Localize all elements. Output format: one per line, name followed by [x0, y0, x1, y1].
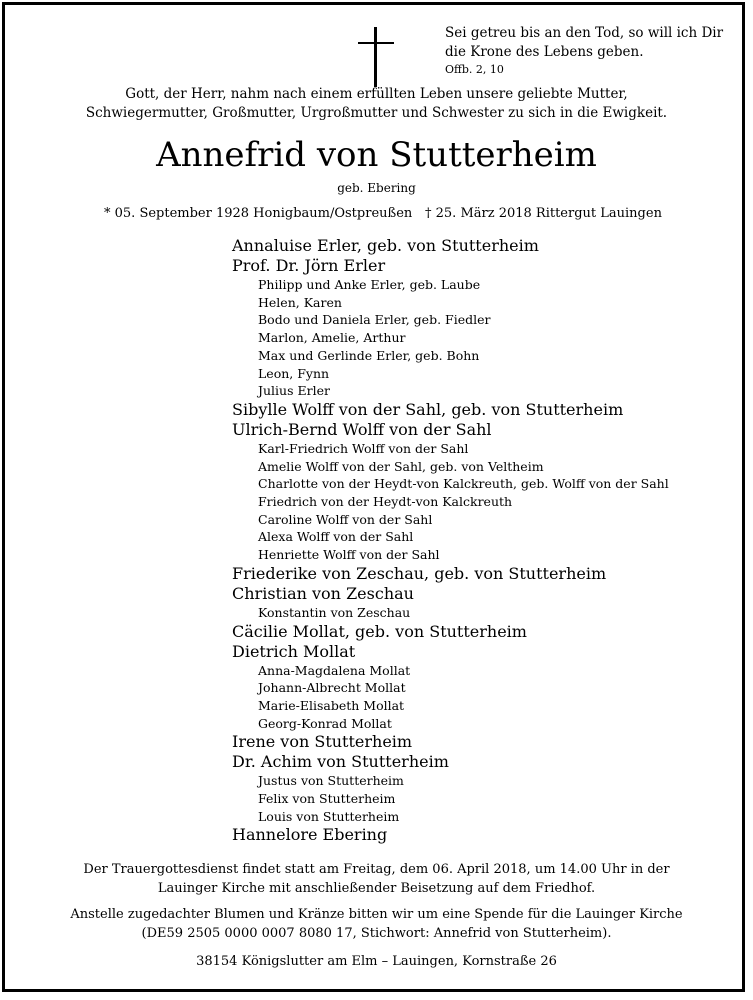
- intro-line: Gott, der Herr, nahm nach einem erfüllten Leben unsere geliebte Mutter,: [125, 86, 628, 102]
- family-member-child: Louis von Stutterheim: [258, 808, 400, 824]
- donation-info: [0, 905, 753, 943]
- donation-line: (DE59 2505 0000 0007 8080 17, Stichwort: Annefrid von Stutterheim).: [141, 926, 612, 941]
- family-member-child: Justus von Stutterheim: [258, 773, 404, 789]
- deceased-name: Annefrid von Stutterheim: [156, 135, 597, 175]
- family-member: Dr. Achim von Stutterheim: [232, 752, 449, 772]
- address: 38154 Königslutter am Elm – Lauingen, Kornstraße 26: [196, 954, 557, 969]
- bible-quote: [445, 24, 723, 78]
- family-member-child: Max und Gerlinde Erler, geb. Bohn: [258, 347, 480, 363]
- family-member: Friederike von Zeschau, geb. von Stutterheim: [232, 563, 607, 583]
- family-member: Cäcilie Mollat, geb. von Stutterheim: [232, 621, 527, 641]
- family-member-child: Philipp und Anke Erler, geb. Laube: [258, 277, 481, 292]
- maiden-name: geb. Ebering: [337, 181, 416, 195]
- family-member-child: Julius Erler: [258, 383, 330, 399]
- intro-line: Schwiegermutter, Großmutter, Urgroßmutter und Schwester zu sich in die Ewigkeit.: [85, 105, 668, 121]
- family-member: Sibylle Wolff von der Sahl, geb. von Stutterheim: [232, 399, 624, 419]
- quote-line: Sei getreu bis an den Tod, so will ich Dir: [445, 25, 724, 41]
- family-member: Dietrich Mollat: [232, 641, 356, 661]
- family-member-child: Charlotte von der Heydt-von Kalckreuth, geb. Wolff von der Sahl: [258, 476, 669, 492]
- family-member-child: Caroline Wolff von der Sahl: [258, 511, 433, 527]
- death-date: † 25. März 2018 Rittergut Lauingen: [425, 206, 662, 221]
- family-member: Christian von Zeschau: [232, 583, 414, 603]
- family-member-child: Karl-Friedrich Wolff von der Sahl: [258, 440, 469, 456]
- family-member: Ulrich-Bernd Wolff von der Sahl: [232, 419, 492, 439]
- family-member-child: Henriette Wolff von der Sahl: [258, 547, 440, 563]
- service-info: [0, 860, 753, 898]
- family-member-child: Georg-Konrad Mollat: [258, 715, 392, 731]
- family-member: Hannelore Ebering: [232, 825, 388, 845]
- family-member-child: Johann-Albrecht Mollat: [258, 680, 406, 696]
- family-member: Irene von Stutterheim: [232, 732, 413, 752]
- family-member-child: Helen, Karen: [258, 294, 342, 310]
- service-line: Der Trauergottesdienst findet statt am Freitag, dem 06. April 2018, um 14.00 Uhr in der: [83, 862, 670, 877]
- family-member-child: Amelie Wolff von der Sahl, geb. von Veltheim: [258, 458, 544, 474]
- family-member-child: Anna-Magdalena Mollat: [258, 662, 411, 678]
- family-member-child: Friedrich von der Heydt-von Kalckreuth: [258, 494, 513, 509]
- intro-text: [0, 85, 753, 123]
- family-member-child: Alexa Wolff von der Sahl: [258, 529, 414, 545]
- family-member: Annaluise Erler, geb. von Stutterheim: [232, 236, 539, 255]
- family-member-child: Marlon, Amelie, Arthur: [258, 330, 406, 346]
- family-member-child: Marie-Elisabeth Mollat: [258, 697, 405, 713]
- quote-source: Offb. 2, 10: [445, 63, 504, 76]
- birth-date: * 05. September 1928 Honigbaum/Ostpreußen: [104, 206, 413, 221]
- quote-line: die Krone des Lebens geben.: [445, 44, 644, 60]
- family-member-child: Felix von Stutterheim: [258, 791, 396, 806]
- family-member: Prof. Dr. Jörn Erler: [232, 256, 386, 275]
- cross-icon: [358, 27, 394, 87]
- family-member-child: Konstantin von Zeschau: [258, 604, 411, 620]
- family-member-child: Bodo und Daniela Erler, geb. Fiedler: [258, 312, 491, 328]
- service-line: Lauinger Kirche mit anschließender Beisetzung auf dem Friedhof.: [157, 881, 596, 896]
- family-member-child: Leon, Fynn: [258, 365, 330, 381]
- donation-line: Anstelle zugedachter Blumen und Kränze bitten wir um eine Spende für die Lauinger Kirche: [70, 907, 683, 922]
